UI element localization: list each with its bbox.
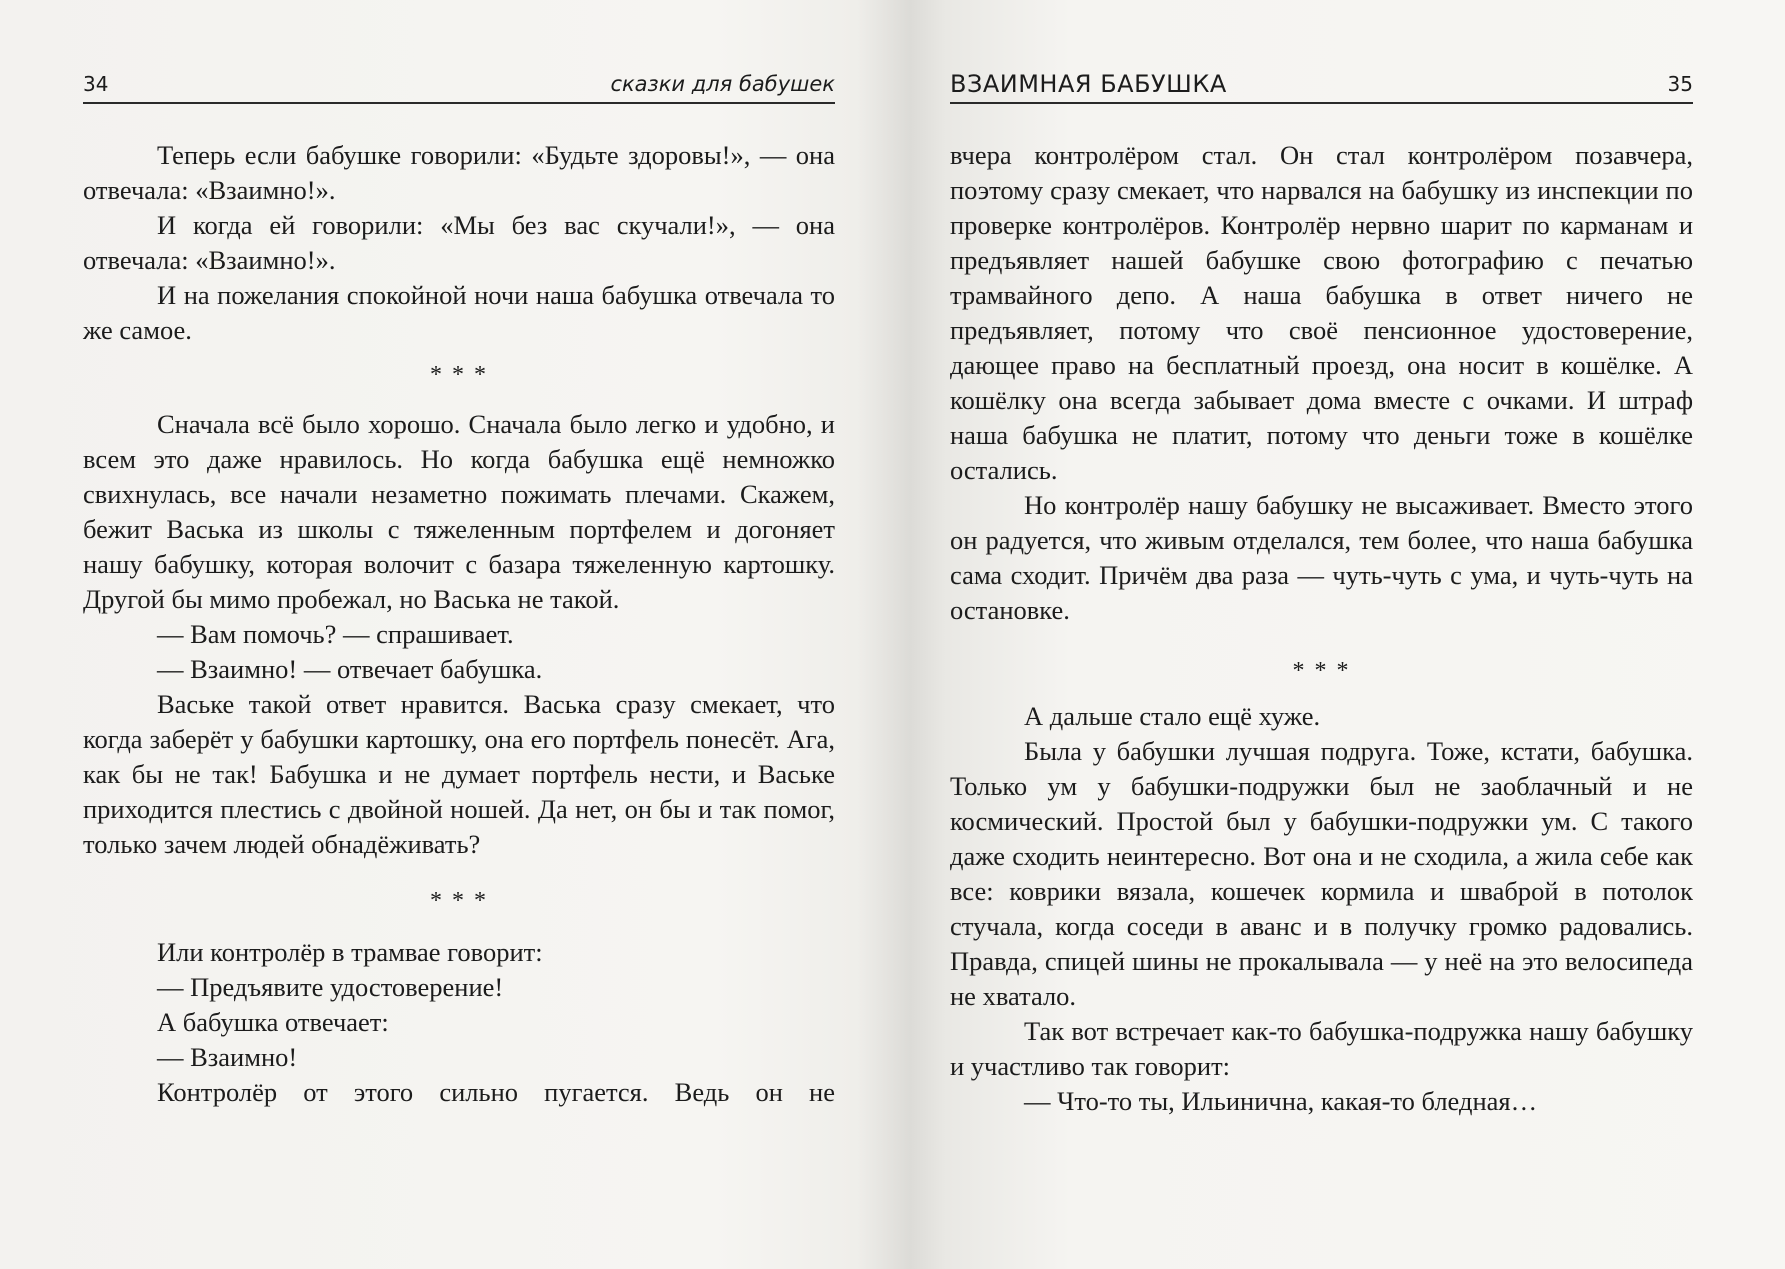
paragraph: — Вам помочь? — спрашивает. xyxy=(157,619,514,649)
right-page-number: 35 xyxy=(1667,72,1693,96)
paragraph: И когда ей говорили: «Мы без вас скучали!», — она отвечала: «Взаимно!». xyxy=(83,210,835,275)
paragraph: вчера контролёром стал. Он стал контролёром позавчера, поэтому сразу смекает, что нарвался на бабушку из инспекции по проверке контролёров. Контролёр нервно шарит по карманам и предъявляет нашей бабушке свою фотографию с печатью трамвайного депо. А наша бабушка в ответ ничего не предъявляет, потому что своё пенсионное удостоверение, дающее право на бесплатный проезд, она носит в кошёлке. А кошёлку она всегда забывает дома вместе с очками. И штраф наша бабушка не платит, потому что деньги тоже в кошёлке остались. xyxy=(950,140,1693,485)
paragraph: Сначала всё было хорошо. Сначала было легко и удобно, и всем это даже нравилось. Но когда бабушка ещё немножко свихнулась, все начали незаметно пожимать плечами. Скажем, бежит Васька из школы с тяжеленным портфелем и догоняет нашу бабушку, которая волочит с базара тяжеленную картошку. Другой бы мимо пробежал, но Васька не такой. xyxy=(83,409,835,614)
paragraph: Или контролёр в трамвае говорит: xyxy=(157,937,543,967)
paragraph: — Предъявите удостоверение! xyxy=(157,972,504,1002)
paragraph: Была у бабушки лучшая подруга. Тоже, кстати, бабушка. Только ум у бабушки-подружки был не заоблачный и не космический. Простой был у бабушки-подружки ум. С такого даже сходить неинтересно. Вот она и не сходила, а жила себе как все: коврики вязала, кошечек кормила и шваброй в потолок стучала, когда соседи в аванс и в получку громко радовались. Правда, спицей шины не прокалывала — у неё на это велосипеда не хватало. xyxy=(950,736,1693,1011)
paragraph: Но контролёр нашу бабушку не высаживает. Вместо этого он радуется, что живым отделался, тем более, что наша бабушка сама сходит. Причём два раза — чуть-чуть с ума, и чуть-чуть на остановке. xyxy=(950,490,1693,625)
paragraph: Контролёр от этого сильно пугается. Ведь он не xyxy=(157,1077,835,1107)
right-page xyxy=(905,0,1785,1269)
paragraph: А бабушка отвечает: xyxy=(157,1007,389,1037)
paragraph: А дальше стало ещё хуже. xyxy=(1024,701,1321,731)
paragraph: — Взаимно! — отвечает бабушка. xyxy=(157,654,543,684)
section-separator: * * * xyxy=(1292,658,1351,684)
left-page-header xyxy=(83,62,835,104)
left-running-title: сказки для бабушек xyxy=(610,72,835,96)
left-page xyxy=(0,0,880,1269)
section-separator: * * * xyxy=(430,888,488,914)
paragraph: — Взаимно! xyxy=(157,1042,298,1072)
right-running-title: ВЗАИМНАЯ БАБУШКА xyxy=(950,70,1227,98)
paragraph: И на пожелания спокойной ночи наша бабушка отвечала то же самое. xyxy=(83,280,835,345)
left-page-body xyxy=(83,138,835,1110)
right-page-header xyxy=(950,62,1693,104)
paragraph: Теперь если бабушке говорили: «Будьте здоровы!», — она отвечала: «Взаимно!». xyxy=(83,140,835,205)
paragraph: Так вот встречает как-то бабушка-подружка нашу бабушку и участливо так говорит: xyxy=(950,1016,1693,1081)
section-separator: * * * xyxy=(430,362,488,388)
left-page-number: 34 xyxy=(83,72,109,96)
paragraph: Ваське такой ответ нравится. Васька сразу смекает, что когда заберёт у бабушки картошку, она его портфель понесёт. Ага, как бы не так! Бабушка и не думает портфель нести, и Ваське приходится плестись с двойной ношей. Да нет, он бы и так помог, только зачем людей обнадёживать? xyxy=(83,689,835,859)
right-page-body xyxy=(950,138,1693,1119)
paragraph: — Что-то ты, Ильинична, какая-то бледная… xyxy=(1024,1086,1538,1116)
